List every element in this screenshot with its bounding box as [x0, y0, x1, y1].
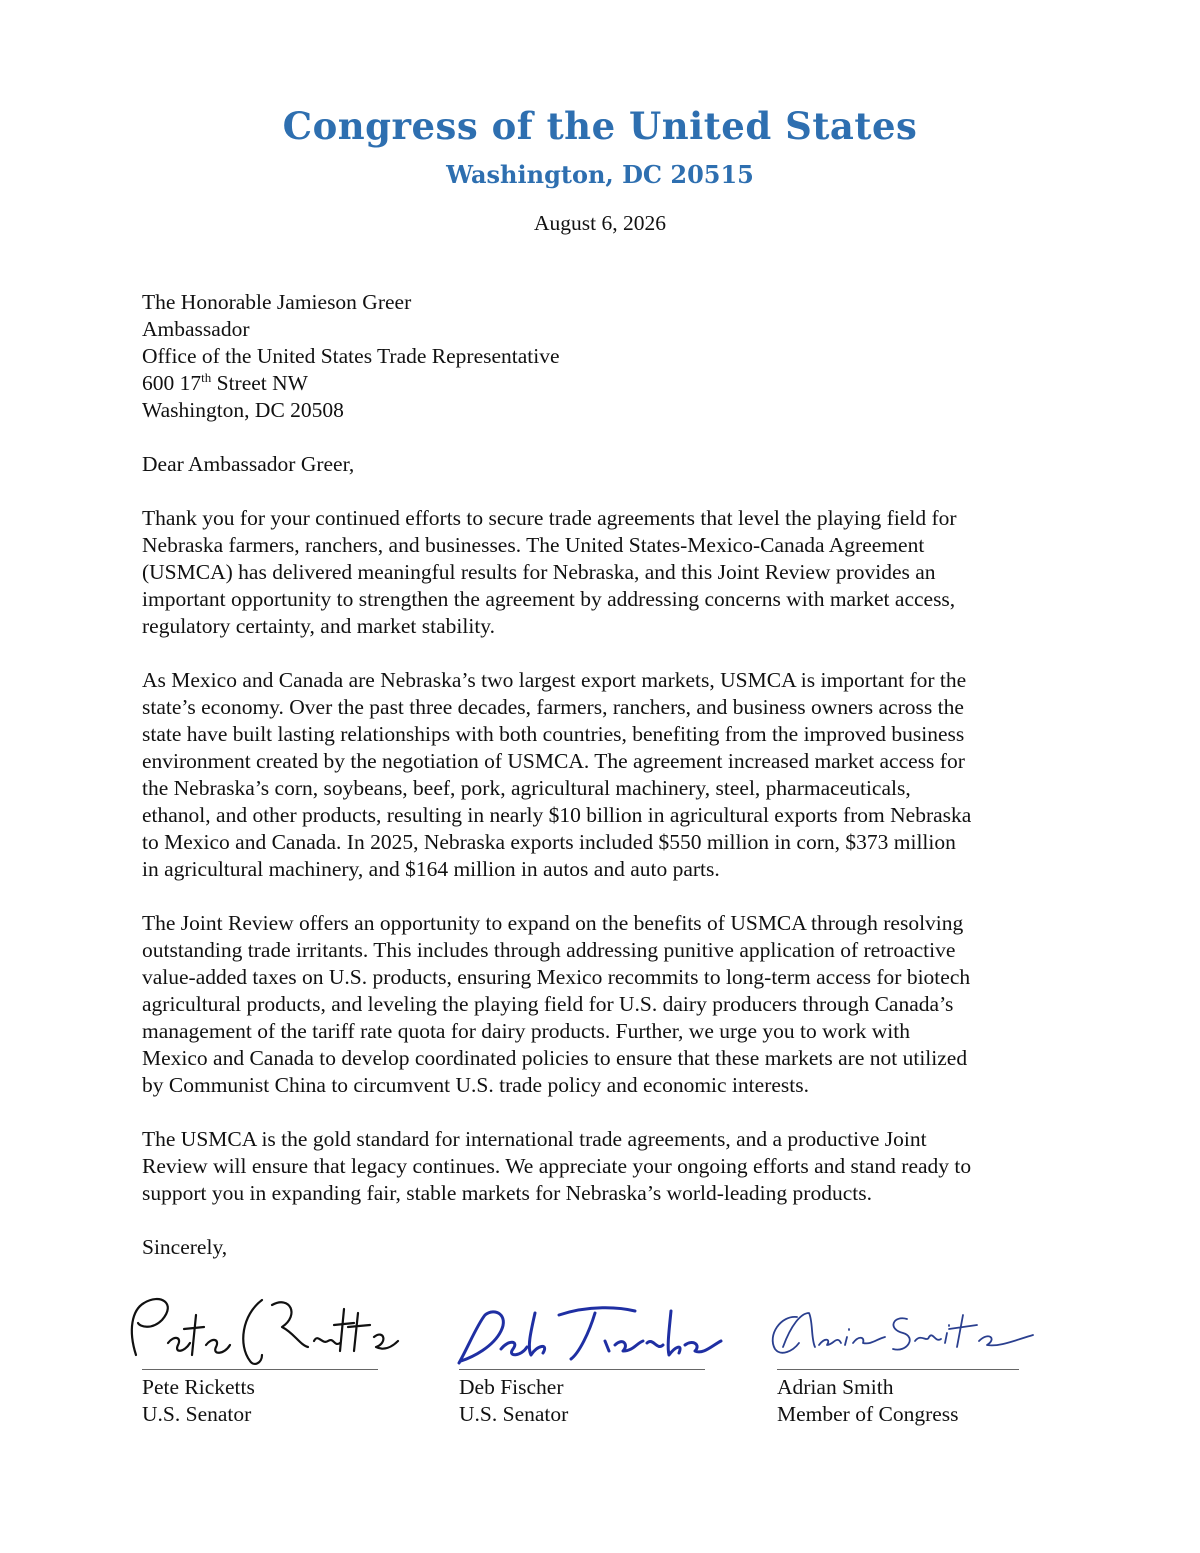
signature-line: [459, 1369, 705, 1370]
signature-block-smith: [777, 1285, 959, 1428]
signature-block-ricketts: [142, 1285, 255, 1428]
street-number: 600 17: [142, 371, 202, 395]
signature-line: [777, 1369, 1019, 1370]
paragraph-line: state have built lasting relationships with both countries, benefiting from the improved business: [142, 722, 965, 746]
paragraph-1: [142, 505, 1062, 640]
signature-ricketts: [142, 1285, 255, 1370]
paragraph-line: to Mexico and Canada. In 2025, Nebraska exports included $550 million in corn, $373 million: [142, 830, 956, 854]
recipient-address: [142, 289, 1062, 424]
paragraph-line: agricultural products, and leveling the playing field for U.S. dairy producers through Canada’s: [142, 992, 954, 1016]
paragraph-2: [142, 667, 1062, 883]
street-name: Street NW: [211, 371, 308, 395]
paragraph-line: The Joint Review offers an opportunity to expand on the benefits of USMCA through resolving: [142, 911, 964, 935]
letterhead: [0, 98, 1200, 192]
letterhead-title: Congress of the United States: [282, 104, 918, 148]
recipient-city: Washington, DC 20508: [142, 398, 344, 422]
recipient-title: Ambassador: [142, 317, 250, 341]
handwritten-signature-icon: [439, 1285, 739, 1375]
signature-block-fischer: [459, 1285, 568, 1428]
street-ordinal: th: [201, 370, 212, 385]
letter-body: [142, 289, 1062, 1261]
handwritten-signature-icon: [757, 1285, 1057, 1375]
paragraph-line: state’s economy. Over the past three decades, farmers, ranchers, and business owners across the: [142, 695, 964, 719]
signatory-name: Pete Ricketts: [142, 1375, 255, 1399]
recipient-street: [142, 370, 1062, 397]
closing: Sincerely,: [142, 1235, 228, 1259]
paragraph-line: ethanol, and other products, resulting in nearly $10 billion in agricultural exports from Nebraska: [142, 803, 972, 827]
paragraph-line: Mexico and Canada to develop coordinated policies to ensure that these markets are not utilized: [142, 1046, 968, 1070]
paragraph-line: Thank you for your continued efforts to secure trade agreements that level the playing field for: [142, 506, 957, 530]
paragraph-3: [142, 910, 1062, 1099]
paragraph-line: Nebraska farmers, ranchers, and businesses. The United States-Mexico-Canada Agreement: [142, 533, 925, 557]
paragraph-line: management of the tariff rate quota for dairy products. Further, we urge you to work with: [142, 1019, 910, 1043]
paragraph-line: The USMCA is the gold standard for international trade agreements, and a productive Joint: [142, 1127, 927, 1151]
signatory-name: Deb Fischer: [459, 1375, 564, 1399]
signature-line: [142, 1369, 378, 1370]
paragraph-line: regulatory certainty, and market stability.: [142, 614, 496, 638]
paragraph-line: important opportunity to strengthen the agreement by addressing concerns with market access,: [142, 587, 956, 611]
recipient-name: The Honorable Jamieson Greer: [142, 290, 412, 314]
salutation: Dear Ambassador Greer,: [142, 452, 355, 476]
signatory-title: Member of Congress: [777, 1402, 959, 1426]
paragraph-line: the Nebraska’s corn, soybeans, beef, pork, agricultural machinery, steel, pharmaceuticals,: [142, 776, 911, 800]
paragraph-line: (USMCA) has delivered meaningful results for Nebraska, and this Joint Review provides an: [142, 560, 936, 584]
signatory-title: U.S. Senator: [459, 1402, 569, 1426]
paragraph-line: in agricultural machinery, and $164 million in autos and auto parts.: [142, 857, 720, 881]
signature-smith: [777, 1285, 959, 1370]
signature-fischer: [459, 1285, 568, 1370]
paragraph-line: support you in expanding fair, stable markets for Nebraska’s world-leading products.: [142, 1181, 872, 1205]
signatory-title: U.S. Senator: [142, 1402, 252, 1426]
recipient-office: Office of the United States Trade Representative: [142, 344, 560, 368]
paragraph-line: outstanding trade irritants. This includes through addressing punitive application of retroactive: [142, 938, 956, 962]
paragraph-line: As Mexico and Canada are Nebraska’s two largest export markets, USMCA is important for the: [142, 668, 967, 692]
paragraph-line: environment created by the negotiation of USMCA. The agreement increased market access for: [142, 749, 965, 773]
letter-date: August 6, 2026: [534, 211, 666, 235]
paragraph-line: Review will ensure that legacy continues. We appreciate your ongoing efforts and stand ready to: [142, 1154, 972, 1178]
signatory-name: Adrian Smith: [777, 1375, 894, 1399]
paragraph-line: value-added taxes on U.S. products, ensuring Mexico recommits to long-term access for biotech: [142, 965, 971, 989]
paragraph-line: by Communist China to circumvent U.S. trade policy and economic interests.: [142, 1073, 809, 1097]
letterhead-address: Washington, DC 20515: [446, 160, 754, 189]
handwritten-signature-icon: [122, 1285, 402, 1375]
paragraph-4: [142, 1126, 1062, 1207]
